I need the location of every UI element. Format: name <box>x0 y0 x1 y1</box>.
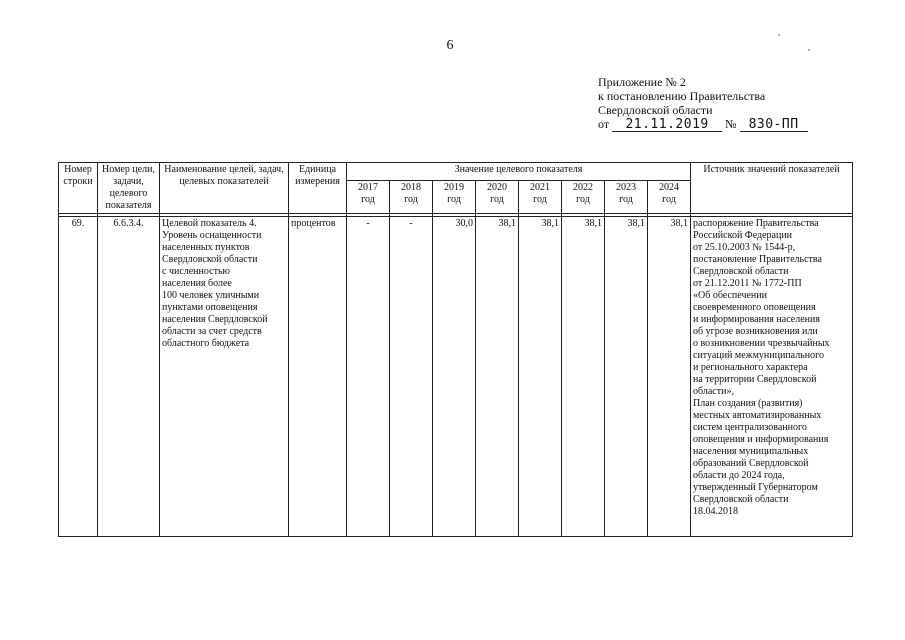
indicator-source: распоряжение Правительства Российской Федерации от 25.10.2003 № 1544-р, постановление Правительства Свердловской области от 21.12.2011 № 1772-ПП «Об обеспечении своевременного оповещения и информирования населения об угрозе возникновения или о возникновении чрезвычайных ситуаций межмуниципального и регионального характера на территории Свердловской области», План создания (развития) местных автоматизированных систем централизованного оповещения и информирования населения муниципальных образований Свердловской области до 2024 года, утвержденный Губернатором Свердловской области 18.04.2018 <box>691 217 853 537</box>
goal-number: 6.6.3.4. <box>98 217 160 537</box>
from-label: от <box>598 117 610 131</box>
value-2017: - <box>347 217 390 537</box>
appendix-line-3: Свердловской области <box>598 103 713 117</box>
header-values: Значение целевого показателя <box>347 163 691 181</box>
indicator-unit: процентов <box>289 217 347 537</box>
value-2019: 30,0 <box>433 217 476 537</box>
appendix-line-2: к постановлению Правительства <box>598 89 766 103</box>
value-2018: - <box>390 217 433 537</box>
indicator-name: Целевой показатель 4. Уровень оснащенности населенных пунктов Свердловской области с численностью населения более 100 человек уличными пунктами оповещения населения Свердловской области за счет средств областного бюджета <box>160 217 289 537</box>
value-2021: 38,1 <box>519 217 562 537</box>
table-row <box>59 217 853 537</box>
header-unit: Единица измерения <box>289 163 347 214</box>
value-2024: 38,1 <box>648 217 691 537</box>
number-label: № <box>725 117 737 131</box>
scan-speck <box>808 49 810 51</box>
header-year-2023: 2023 год <box>605 181 648 214</box>
value-2020: 38,1 <box>476 217 519 537</box>
appendix-title: Приложение № 2 <box>598 75 686 89</box>
appendix-date-line <box>598 117 808 132</box>
header-year-2022: 2022 год <box>562 181 605 214</box>
resolution-date: 21.11.2019 <box>612 119 722 132</box>
row-number: 69. <box>59 217 98 537</box>
appendix-header <box>598 75 808 132</box>
value-2023: 38,1 <box>605 217 648 537</box>
page-number: 6 <box>446 38 454 53</box>
resolution-number: 830-ПП <box>740 119 808 132</box>
scan-speck <box>778 34 780 36</box>
header-year-2017: 2017 год <box>347 181 390 214</box>
header-year-2018: 2018 год <box>390 181 433 214</box>
header-year-2019: 2019 год <box>433 181 476 214</box>
header-row-number: Номер строки <box>59 163 98 214</box>
value-2022: 38,1 <box>562 217 605 537</box>
header-year-2020: 2020 год <box>476 181 519 214</box>
header-source: Источник значений показателей <box>691 163 853 214</box>
header-name: Наименование целей, задач, целевых показателей <box>160 163 289 214</box>
header-year-2021: 2021 год <box>519 181 562 214</box>
indicators-table <box>58 162 853 537</box>
header-year-2024: 2024 год <box>648 181 691 214</box>
header-goal-number: Номер цели, задачи, целевого показателя <box>98 163 160 214</box>
